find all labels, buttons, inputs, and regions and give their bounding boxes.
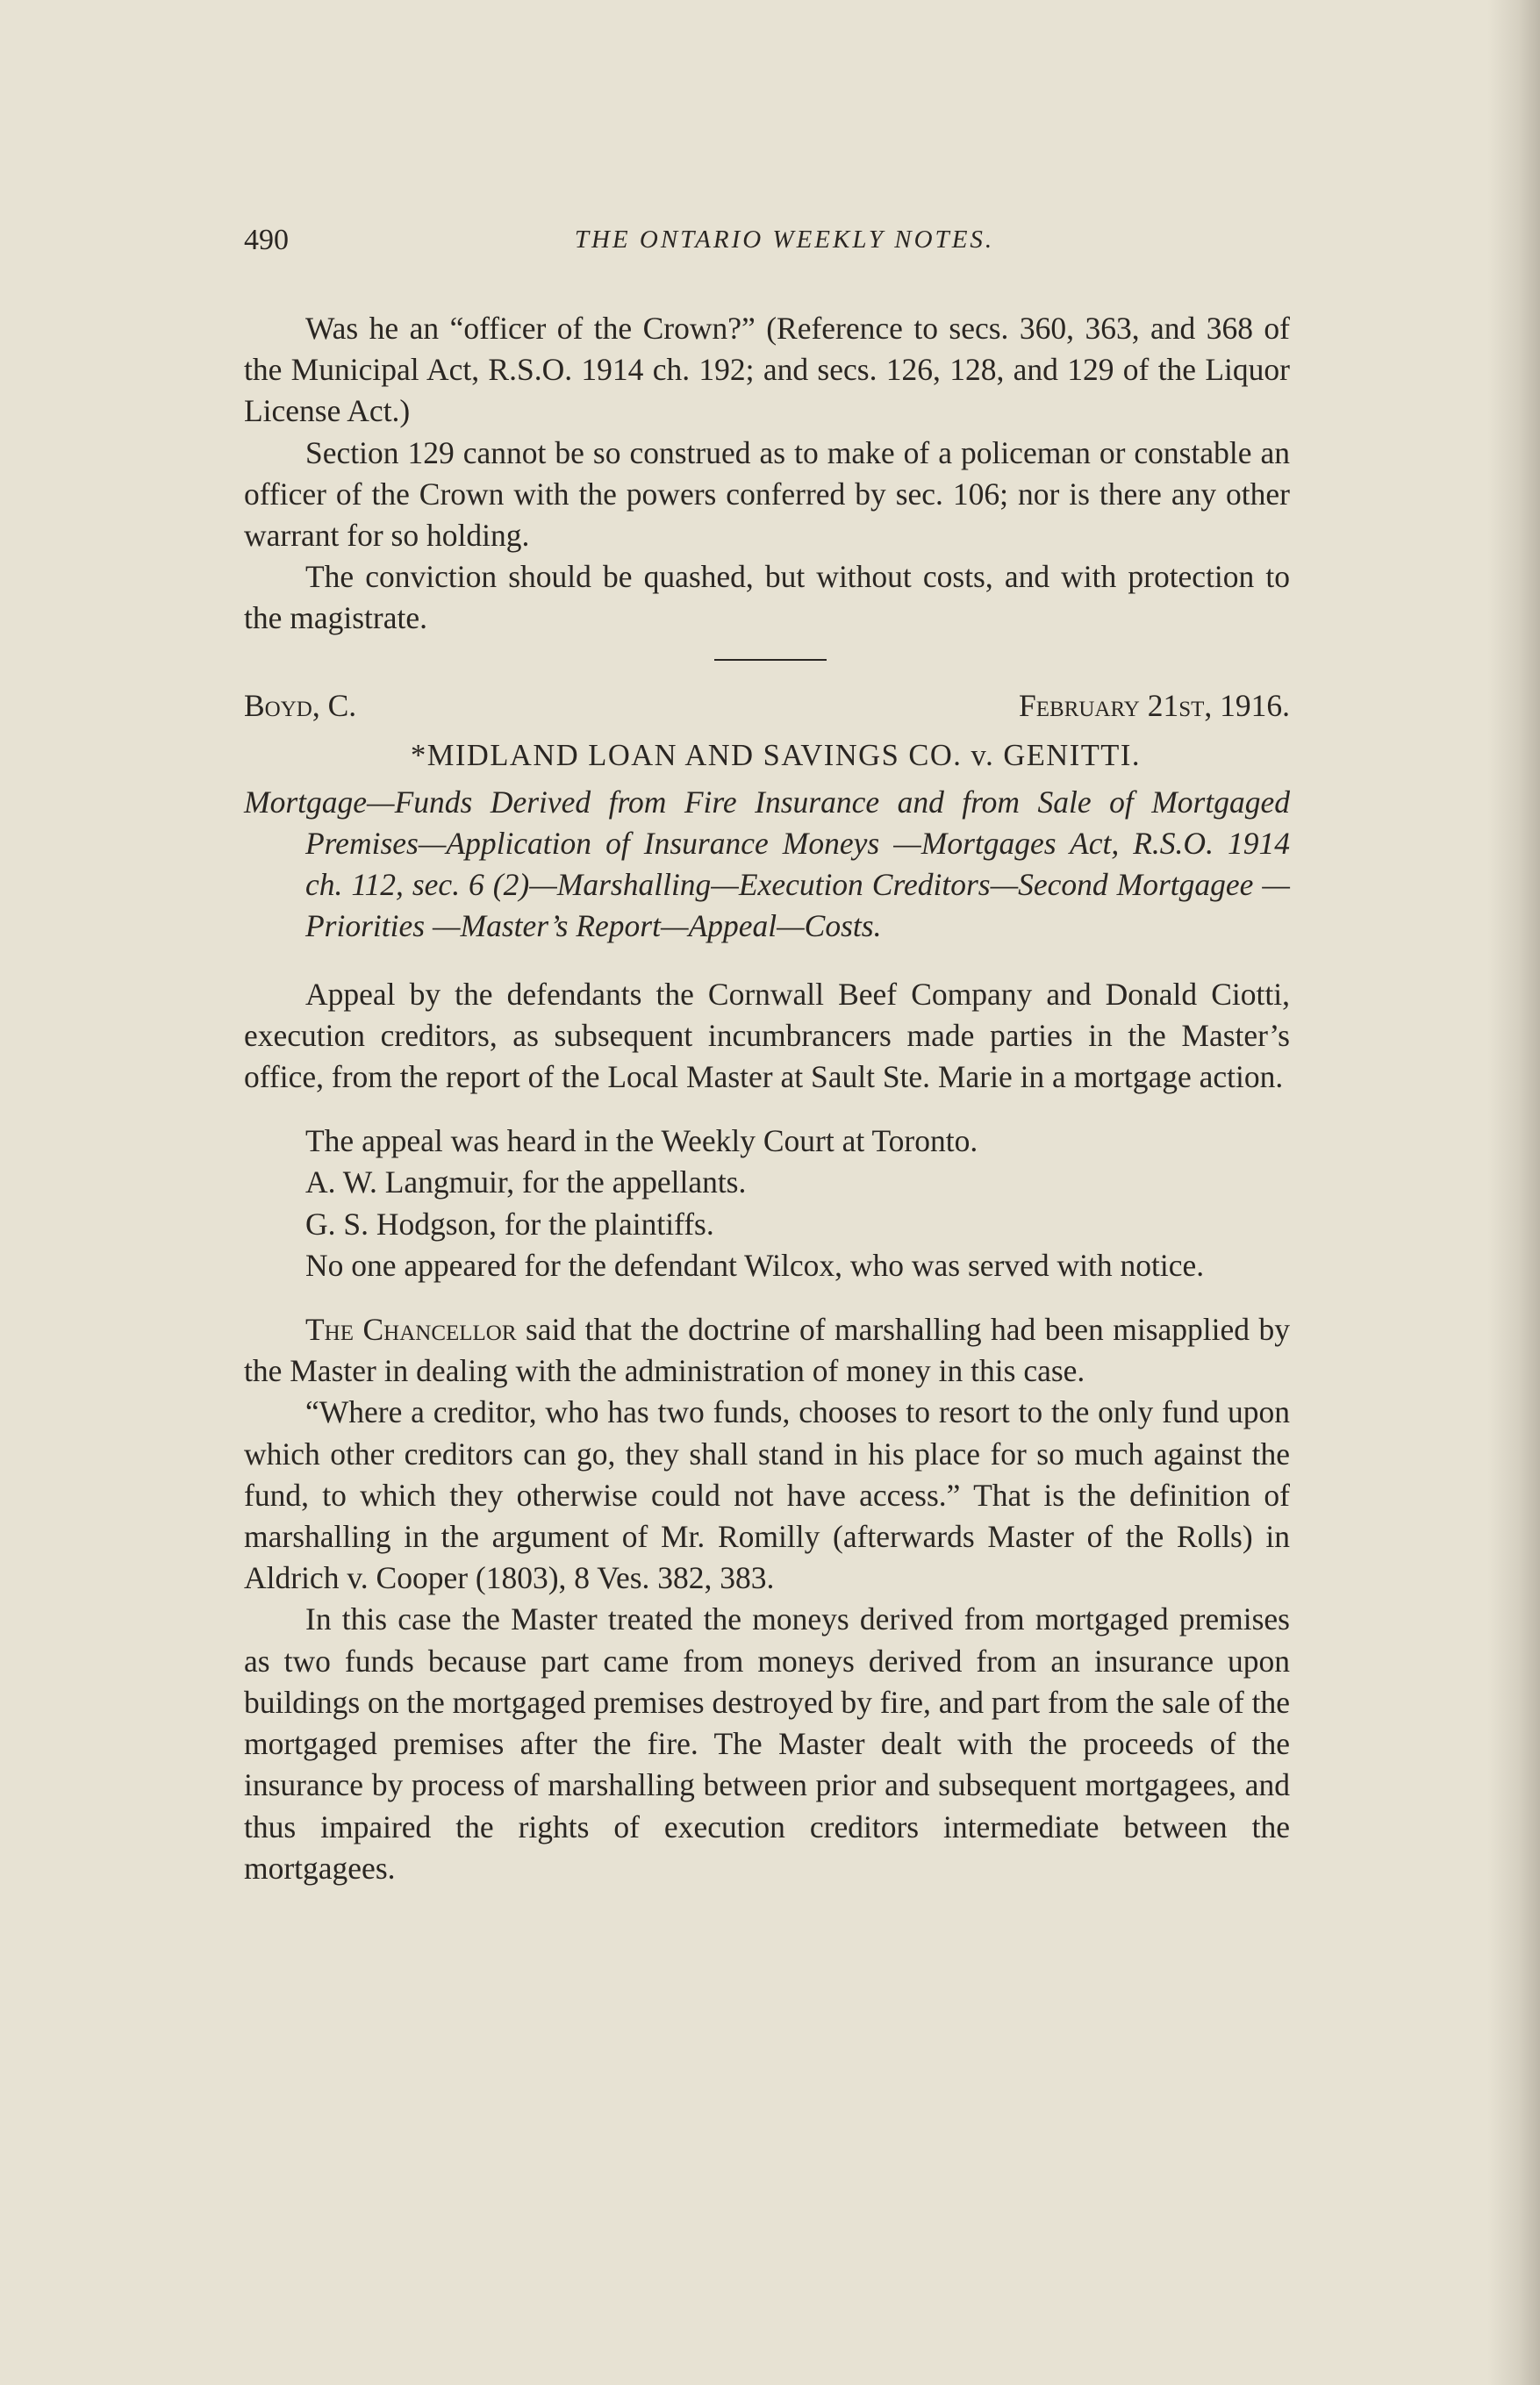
previous-case-paragraph: Was he an “officer of the Crown?” (Reference to secs. 360, 363, and 368 of the Municipal Act, R.S.O. 1914 ch. 192; and secs. 126, 128, and 129 of the Liquor License Act.) bbox=[244, 311, 1290, 429]
section-divider bbox=[714, 659, 827, 661]
appeal-paragraph: Appeal by the defendants the Cornwall Beef Company and Donald Ciotti, execution creditors, as subsequent incumbrancers made parties in the Master’s office, from the report of the Local Master at Sault Ste. Marie in a mortgage action. bbox=[244, 976, 1290, 1095]
judgment-opening bbox=[244, 1309, 1290, 1392]
judgment-speaker: The Chancellor bbox=[305, 1312, 517, 1348]
case-date: February 21st, 1916. bbox=[1019, 687, 1290, 723]
page-number: 490 bbox=[244, 224, 289, 256]
page-body bbox=[244, 219, 1290, 1889]
case-title: *MIDLAND LOAN AND SAVINGS CO. v. GENITTI. bbox=[411, 738, 1141, 772]
running-head bbox=[244, 219, 1290, 261]
hearing-line: The appeal was heard in the Weekly Court at Toronto. bbox=[305, 1123, 978, 1159]
judgment-paragraph: In this case the Master treated the moneys derived from mortgaged premises as two funds because part came from moneys derived from an insurance upon buildings on the mortgaged premises destroyed by fire, and part from the sale of the mortgaged premises after the fire. The Master dealt with the proceeds of the insurance by process of marshalling between prior and subsequent mortgagees, and thus impaired the rights of execution creditors intermediate between the mortgagees. bbox=[244, 1601, 1290, 1886]
paragraph-gap bbox=[244, 1098, 1290, 1121]
headnote: Mortgage—Funds Derived from Fire Insurance and from Sale of Mortgaged Premises—Application of Insurance Moneys —Mortgages Act, R.S.O. 1914 ch. 112, sec. 6 (2)—Marshalling—Execution Creditors—Second Mortgagee — Priorities —Master’s Report—Appeal—Costs. bbox=[244, 784, 1290, 944]
judge-date-line bbox=[244, 685, 1290, 727]
judgment-paragraph: “Where a creditor, who has two funds, chooses to resort to the only fund upon which other creditors can go, they shall stand in his place for so much against the fund, to which they otherwise could not have access.” That is the definition of marshalling in the argument of Mr. Romilly (afterwards Master of the Rolls) in Aldrich v. Cooper (1803), 8 Ves. 382, 383. bbox=[244, 1394, 1290, 1596]
judgment-opening-text: said that the doctrine of marshalling had been misapplied by the Master in dealing with the administration of money in this case. bbox=[244, 1312, 1290, 1389]
page-edge-shadow bbox=[1487, 0, 1540, 2385]
counsel-line-plaintiffs: G. S. Hodgson, for the plaintiffs. bbox=[305, 1206, 714, 1242]
previous-case-paragraph: Section 129 cannot be so construed as to make of a policeman or constable an officer of the Crown with the powers conferred by sec. 106; nor is there any other warrant for so holding. bbox=[244, 434, 1290, 554]
counsel-line-appellants: A. W. Langmuir, for the appellants. bbox=[305, 1164, 747, 1200]
hearing-note: No one appeared for the defendant Wilcox, who was served with notice. bbox=[305, 1247, 1205, 1283]
judge-name: Boyd, C. bbox=[244, 687, 357, 723]
journal-title: THE ONTARIO WEEKLY NOTES. bbox=[574, 226, 995, 254]
paragraph-gap bbox=[244, 1286, 1290, 1309]
previous-case-paragraph: The conviction should be quashed, but without costs, and with protection to the magistrate. bbox=[244, 559, 1290, 636]
